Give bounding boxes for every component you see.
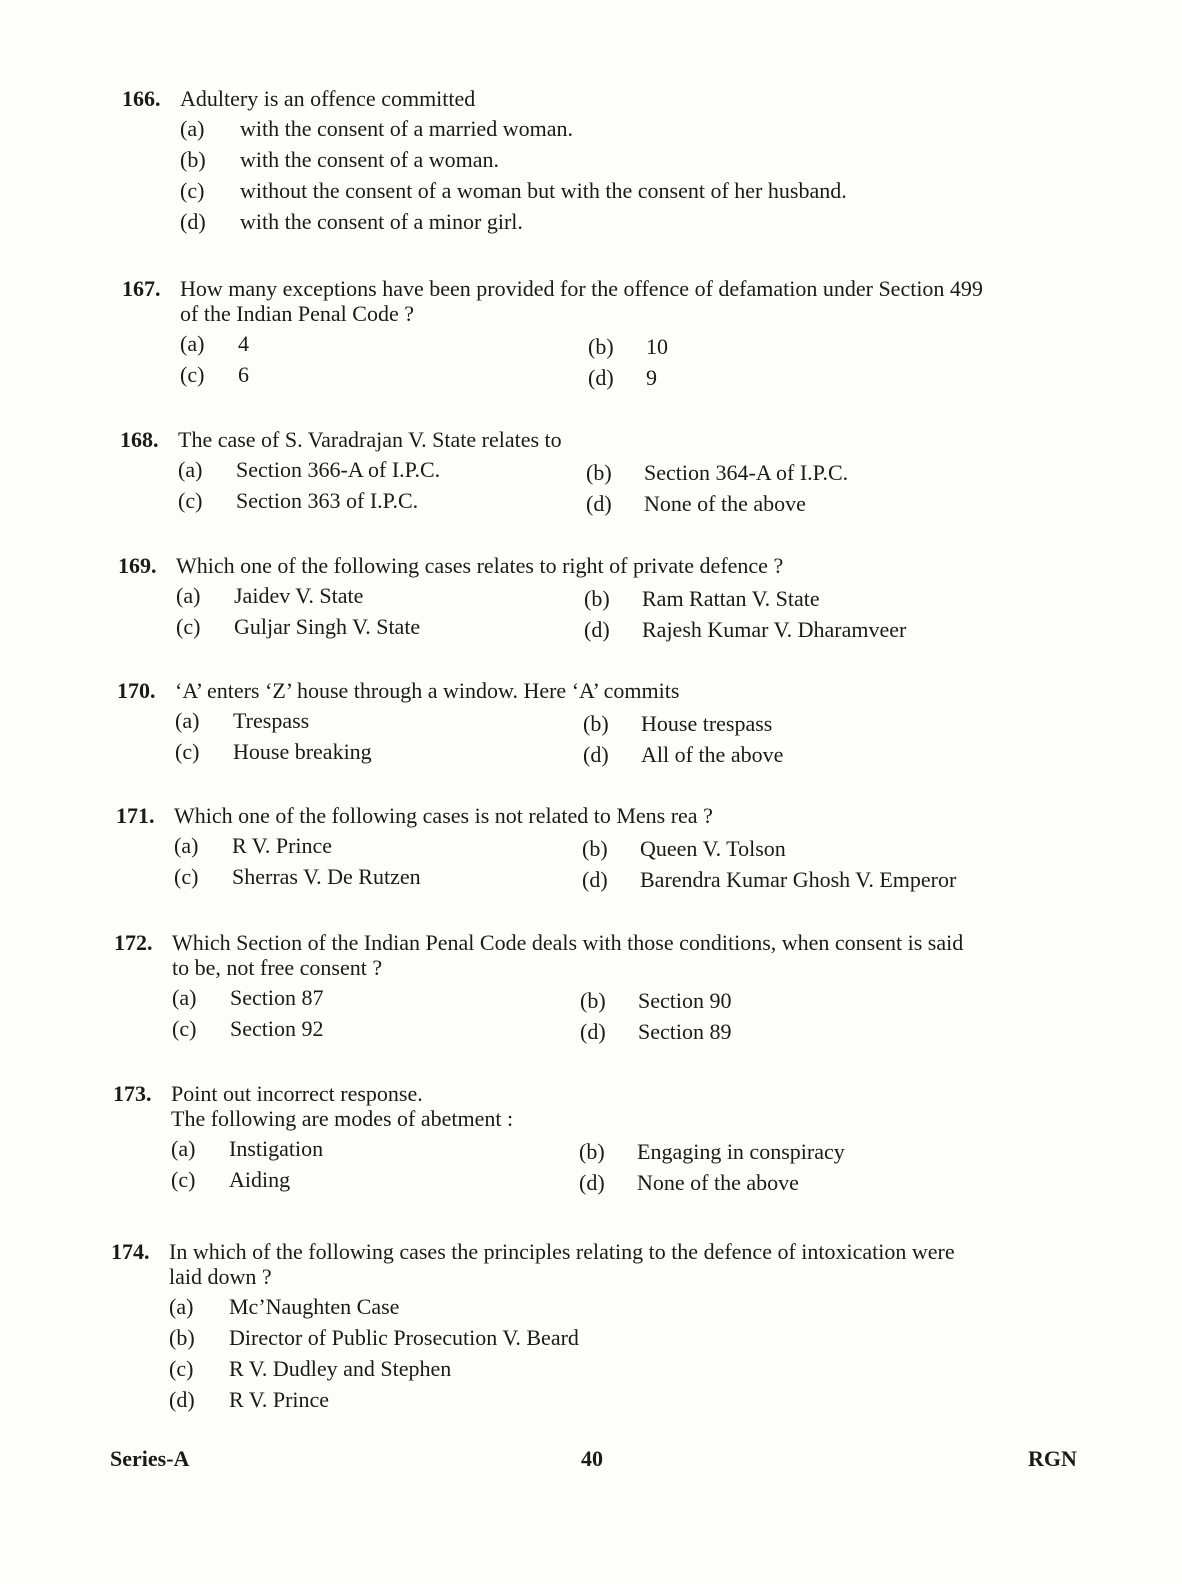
option-text: All of the above: [641, 742, 784, 767]
option-text: with the consent of a married woman.: [240, 116, 573, 141]
option-label: (c): [180, 178, 205, 203]
option-label: (a): [172, 985, 197, 1010]
question-text: Adultery is an offence committed: [180, 86, 476, 111]
option-text: with the consent of a woman.: [240, 147, 500, 172]
option-text: Mc’Naughten Case: [229, 1294, 400, 1319]
option-label: (b): [579, 1139, 605, 1164]
option-text: Section 92: [230, 1016, 324, 1041]
option-label: (d): [584, 617, 610, 642]
option-label: (b): [582, 836, 608, 861]
option-label: (b): [580, 988, 606, 1013]
option-label: (a): [175, 708, 200, 733]
option-text: 9: [646, 365, 657, 390]
option-label: (d): [588, 365, 614, 390]
option-text: Section 364-A of I.P.C.: [644, 460, 849, 485]
option-label: (d): [580, 1019, 606, 1044]
option-text: Section 366-A of I.P.C.: [236, 457, 441, 482]
option-text: 4: [238, 331, 249, 356]
question-text: laid down ?: [169, 1264, 272, 1289]
question-text: Which one of the following cases is not related to Mens rea ?: [174, 803, 713, 828]
option-text: Section 87: [230, 985, 324, 1010]
option-label: (c): [178, 488, 203, 513]
option-label: (b): [588, 334, 614, 359]
question-text: The following are modes of abetment :: [171, 1106, 514, 1131]
footer-code: RGN: [1028, 1446, 1077, 1471]
option-text: R V. Prince: [232, 833, 333, 858]
option-text: R V. Dudley and Stephen: [229, 1356, 452, 1381]
option-text: Section 90: [638, 988, 732, 1013]
option-text: Trespass: [233, 708, 310, 733]
option-label: (b): [169, 1325, 195, 1350]
option-label: (b): [584, 586, 610, 611]
question-number: 171.: [116, 803, 155, 828]
option-label: (a): [178, 457, 203, 482]
option-text: Guljar Singh V. State: [234, 614, 421, 639]
option-label: (a): [180, 116, 205, 141]
question-text: of the Indian Penal Code ?: [180, 301, 414, 326]
question-number: 169.: [118, 553, 157, 578]
option-label: (d): [582, 867, 608, 892]
option-text: without the consent of a woman but with the consent of her husband.: [240, 178, 847, 203]
question-number: 173.: [113, 1081, 152, 1106]
option-label: (d): [586, 491, 612, 516]
option-label: (d): [583, 742, 609, 767]
option-label: (a): [169, 1294, 194, 1319]
option-text: House trespass: [641, 711, 773, 736]
option-text: Sherras V. De Rutzen: [232, 864, 421, 889]
option-text: Ram Rattan V. State: [642, 586, 820, 611]
option-text: 10: [646, 334, 668, 359]
option-label: (b): [583, 711, 609, 736]
option-text: Aiding: [229, 1167, 291, 1192]
option-label: (c): [174, 864, 199, 889]
option-text: R V. Prince: [229, 1387, 330, 1412]
question-number: 170.: [117, 678, 156, 703]
option-text: None of the above: [644, 491, 806, 516]
option-text: with the consent of a minor girl.: [240, 209, 523, 234]
option-label: (a): [174, 833, 199, 858]
option-label: (c): [171, 1167, 196, 1192]
option-label: (d): [180, 209, 206, 234]
option-text: Engaging in conspiracy: [637, 1139, 845, 1164]
option-label: (c): [180, 362, 205, 387]
option-label: (a): [176, 583, 201, 608]
option-text: Section 89: [638, 1019, 732, 1044]
question-text: Point out incorrect response.: [171, 1081, 423, 1106]
option-text: Barendra Kumar Ghosh V. Emperor: [640, 867, 957, 892]
option-label: (a): [180, 331, 205, 356]
question-number: 167.: [122, 276, 161, 301]
question-number: 166.: [122, 86, 161, 111]
question-number: 174.: [111, 1239, 150, 1264]
footer-page-number: 40: [581, 1446, 603, 1471]
option-text: House breaking: [233, 739, 372, 764]
option-label: (c): [172, 1016, 197, 1041]
question-number: 172.: [114, 930, 153, 955]
question-text: Which Section of the Indian Penal Code deals with those conditions, when consent is said: [172, 930, 964, 955]
option-text: Queen V. Tolson: [640, 836, 786, 861]
question-text: The case of S. Varadrajan V. State relates to: [178, 427, 562, 452]
footer-series: Series-A: [110, 1446, 190, 1471]
option-label: (a): [171, 1136, 196, 1161]
question-number: 168.: [120, 427, 159, 452]
option-text: None of the above: [637, 1170, 799, 1195]
option-text: Jaidev V. State: [234, 583, 364, 608]
option-label: (b): [586, 460, 612, 485]
option-label: (c): [175, 739, 200, 764]
question-text: In which of the following cases the principles relating to the defence of intoxication were: [169, 1239, 955, 1264]
option-text: Director of Public Prosecution V. Beard: [229, 1325, 579, 1350]
option-text: Section 363 of I.P.C.: [236, 488, 419, 513]
option-label: (c): [169, 1356, 194, 1381]
option-text: Instigation: [229, 1136, 324, 1161]
question-text: Which one of the following cases relates to right of private defence ?: [176, 553, 784, 578]
option-label: (d): [579, 1170, 605, 1195]
option-label: (d): [169, 1387, 195, 1412]
question-text: ‘A’ enters ‘Z’ house through a window. Here ‘A’ commits: [175, 678, 680, 703]
option-text: 6: [238, 362, 249, 387]
option-label: (c): [176, 614, 201, 639]
question-text: How many exceptions have been provided for the offence of defamation under Section 499: [180, 276, 983, 301]
option-text: Rajesh Kumar V. Dharamveer: [642, 617, 907, 642]
option-label: (b): [180, 147, 206, 172]
question-text: to be, not free consent ?: [172, 955, 383, 980]
